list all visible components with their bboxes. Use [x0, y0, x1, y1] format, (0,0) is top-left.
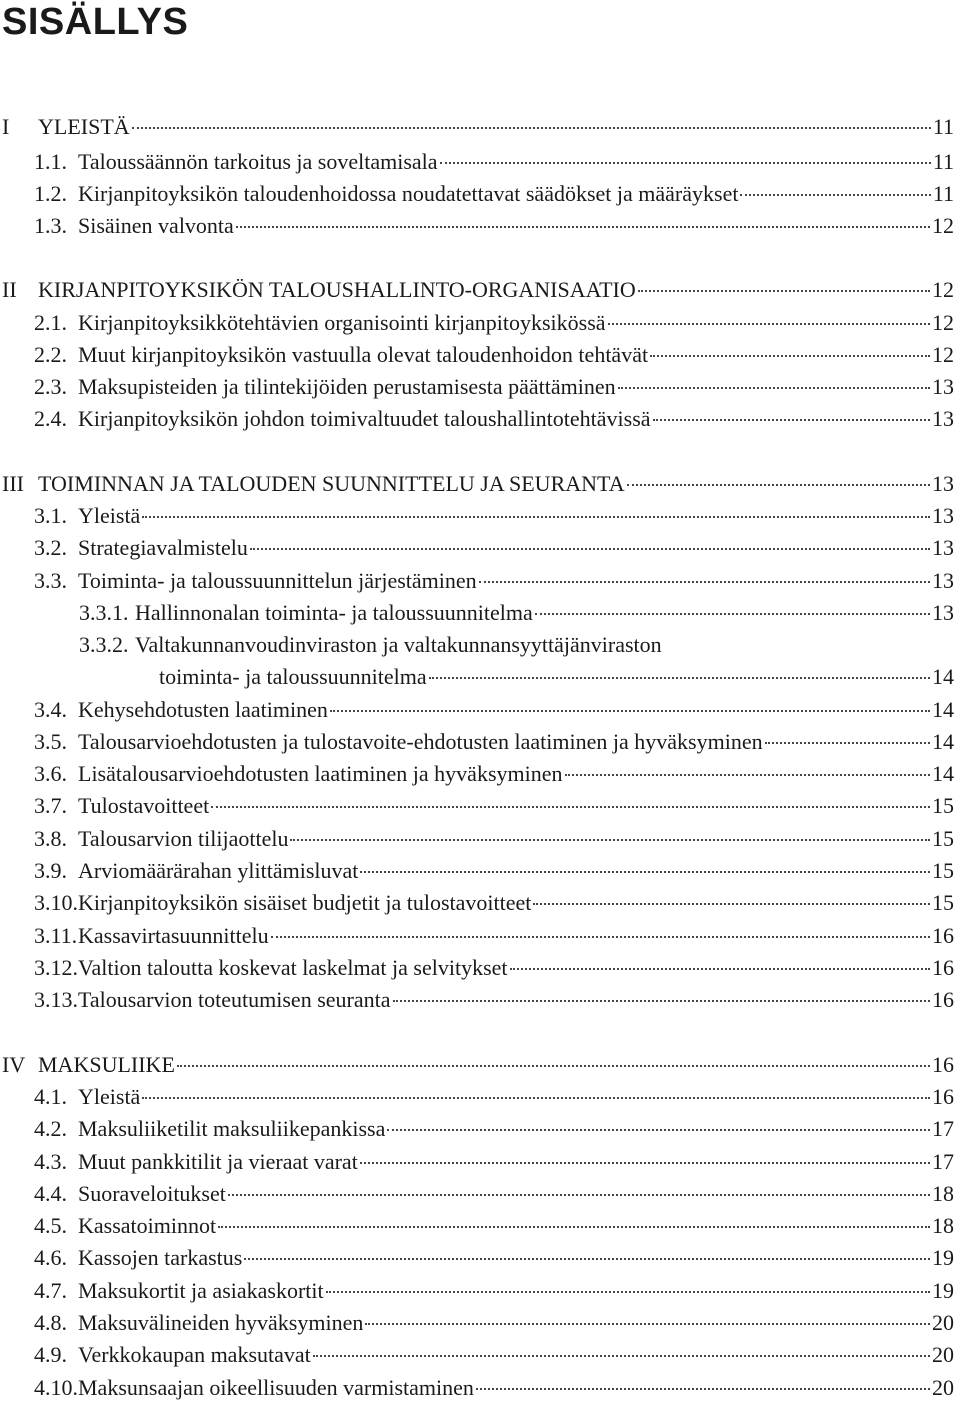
toc-page-number: 20: [932, 1342, 954, 1367]
dot-leader: [313, 1355, 930, 1357]
toc-entry[interactable]: [0, 922, 960, 950]
dot-leader: [365, 1323, 930, 1325]
toc-entry-title: Maksuliiketilit maksuliikepankissa: [78, 1116, 386, 1141]
toc-entry-number: 3.13.: [34, 987, 78, 1012]
toc-page-number: 14: [932, 729, 954, 754]
toc-entry-title: Talousarvion toteutumisen seuranta: [78, 987, 391, 1012]
toc-entry[interactable]: [0, 1309, 960, 1337]
dot-leader: [360, 871, 930, 873]
toc-page-number: 18: [932, 1213, 954, 1238]
dot-leader: [271, 936, 930, 938]
toc-entry-number: 4.10.: [34, 1375, 78, 1400]
toc-page-number: 13: [932, 600, 954, 625]
toc-page-number: 17: [932, 1116, 954, 1141]
toc-entry-title: Yleistä: [78, 503, 141, 528]
toc-entry-number: 4.9.: [34, 1342, 67, 1367]
dot-leader: [535, 613, 930, 615]
toc-entry[interactable]: [0, 954, 960, 982]
toc-entry-number: 4.6.: [34, 1245, 67, 1270]
toc-entry-title: Muut kirjanpitoyksikön vastuulla olevat taloudenhoidon tehtävät: [78, 342, 649, 367]
toc-entry-label: [34, 1341, 311, 1369]
toc-page-number: 14: [932, 761, 954, 786]
toc-entry-label: [34, 1374, 474, 1402]
dot-leader: [330, 710, 930, 712]
toc-entry-label: [34, 760, 563, 788]
toc-entry-number: 3.4.: [34, 697, 67, 722]
toc-entry-label: [34, 922, 269, 950]
toc-entry-title: Kehysehdotusten laatiminen: [78, 697, 328, 722]
dot-leader: [533, 903, 930, 905]
dot-leader: [142, 516, 930, 518]
toc-page-number: 16: [932, 1084, 954, 1109]
dot-leader: [236, 226, 930, 228]
toc-entry-title: Kassatoiminnot: [78, 1213, 217, 1238]
toc-entry-title: Valtion taloutta koskevat laskelmat ja selvitykset: [78, 955, 508, 980]
toc-entry-title: Toiminta- ja taloussuunnittelun järjestäminen: [78, 568, 477, 593]
toc-entry-title: Lisätalousarvioehdotusten laatiminen ja hyväksyminen: [78, 761, 563, 786]
dot-leader: [290, 839, 930, 841]
dot-leader: [653, 419, 930, 421]
toc-entry-number: 4.3.: [34, 1149, 67, 1174]
toc-entry-number: 4.5.: [34, 1213, 67, 1238]
toc-entry-label: [34, 1148, 358, 1176]
toc-page-number: 14: [932, 664, 954, 689]
toc-entry-title: Arviomäärärahan ylittämisluvat: [78, 858, 359, 883]
toc-page-number: 13: [932, 406, 954, 431]
dot-leader: [387, 1129, 930, 1131]
toc-entry-label: [34, 954, 508, 982]
toc-entry-title: Maksuvälineiden hyväksyminen: [78, 1310, 364, 1335]
toc-page-number: 18: [932, 1181, 954, 1206]
toc-page-number: 11: [932, 114, 954, 139]
dot-leader: [393, 1000, 931, 1002]
toc-entry-number: 2.1.: [34, 310, 67, 335]
toc-entry[interactable]: [0, 1083, 960, 1111]
toc-entry-label: [34, 180, 738, 208]
toc-entry[interactable]: [0, 405, 960, 433]
toc-entry-label: [34, 1277, 324, 1305]
toc-entry[interactable]: [0, 309, 960, 337]
toc-page-number: 12: [932, 310, 954, 335]
toc-entry-number: 3.11.: [34, 923, 78, 948]
dot-leader: [250, 548, 930, 550]
toc-entry-number: 1.1.: [34, 149, 67, 174]
toc-entry[interactable]: [0, 534, 960, 562]
dot-leader: [429, 677, 930, 679]
toc-entry-number: 3.12.: [34, 955, 78, 980]
toc-page-number: 14: [932, 697, 954, 722]
toc-entry-title: Talousarvioehdotusten ja tulostavoite-ehdotusten laatiminen ja hyväksyminen: [78, 729, 763, 754]
dot-leader: [765, 742, 930, 744]
dot-leader: [740, 194, 930, 196]
toc-page-number: 13: [932, 471, 954, 496]
toc-page-number: 16: [932, 923, 954, 948]
toc-entry[interactable]: [0, 1277, 960, 1305]
toc-entry[interactable]: [0, 148, 960, 176]
toc-entry[interactable]: [0, 1244, 960, 1272]
toc-page-number: 11: [932, 149, 954, 174]
toc-entry-label: [34, 728, 763, 756]
toc-entry[interactable]: [0, 792, 960, 820]
toc-entry-number: 2.2.: [34, 342, 67, 367]
toc-entry-label: [34, 857, 358, 885]
toc-page-number: 19: [932, 1245, 954, 1270]
toc-entry-number: 4.7.: [34, 1278, 67, 1303]
toc-entry-label: [34, 567, 477, 595]
dot-leader: [326, 1291, 930, 1293]
toc-entry-number: IV: [2, 1052, 26, 1077]
toc-entry-title: Verkkokaupan maksutavat: [78, 1342, 311, 1367]
toc-entry-title: Muut pankkitilit ja vieraat varat: [78, 1149, 358, 1174]
dot-leader: [132, 127, 931, 129]
toc-entry-title: Maksupisteiden ja tilintekijöiden perustamisesta päättäminen: [78, 374, 616, 399]
dot-leader: [177, 1065, 930, 1067]
toc-entry-title: Kassavirtasuunnittelu: [78, 923, 269, 948]
toc-entry-title: YLEISTÄ: [38, 114, 130, 139]
toc-entry-label: [34, 825, 288, 853]
toc-entry-label: [2, 113, 130, 141]
toc-entry-number: 3.1.: [34, 503, 67, 528]
toc-chapter[interactable]: [0, 276, 960, 304]
dot-leader: [510, 968, 930, 970]
toc-entry-number: 2.3.: [34, 374, 67, 399]
toc-page-number: 13: [932, 568, 954, 593]
toc-entry-title: MAKSULIIKE: [38, 1052, 175, 1077]
toc-entry-label: [34, 1244, 242, 1272]
toc-entry[interactable]: [0, 599, 960, 627]
toc-entry-title: Maksukortit ja asiakaskortit: [78, 1278, 324, 1303]
toc-page-number: 15: [932, 826, 954, 851]
toc-entry-number: 3.10.: [34, 890, 78, 915]
toc-entry-number: 3.3.2.: [79, 632, 129, 657]
toc-entry-title: Sisäinen valvonta: [78, 213, 234, 238]
toc-entry[interactable]: [0, 1374, 960, 1402]
toc-entry-label: [34, 309, 606, 337]
dot-leader: [440, 162, 931, 164]
toc-entry-number: 3.2.: [34, 535, 67, 560]
toc-entry[interactable]: [0, 825, 960, 853]
toc-entry[interactable]: [0, 696, 960, 724]
toc-entry-title: Yleistä: [78, 1084, 141, 1109]
toc-entry[interactable]: [0, 728, 960, 756]
toc-page-number: 13: [932, 503, 954, 528]
toc-entry-label: [34, 696, 328, 724]
toc-page-number: 20: [932, 1375, 954, 1400]
toc-page-number: 16: [932, 955, 954, 980]
toc-entry[interactable]: [0, 567, 960, 595]
toc-entry-number: 3.5.: [34, 729, 67, 754]
toc-entry-number: 4.1.: [34, 1084, 67, 1109]
toc-entry-label: [34, 148, 438, 176]
toc-entry-label: [34, 373, 616, 401]
toc-entry-title: Suoraveloitukset: [78, 1181, 226, 1206]
toc-entry[interactable]: [0, 373, 960, 401]
toc-entry-label: [34, 534, 248, 562]
toc-entry[interactable]: [0, 663, 960, 691]
toc-entry-number: 3.3.: [34, 568, 67, 593]
toc-page-number: 13: [932, 374, 954, 399]
toc-entry-label: [34, 792, 209, 820]
toc-entry-title: KIRJANPITOYKSIKÖN TALOUSHALLINTO-ORGANISAATIO: [38, 277, 636, 302]
dot-leader: [638, 290, 930, 292]
dot-leader: [479, 581, 930, 583]
toc-entry-title: Kirjanpitoyksikkötehtävien organisointi kirjanpitoyksikössä: [78, 310, 606, 335]
toc-entry-title: Kirjanpitoyksikön sisäiset budjetit ja tulostavoitteet: [78, 890, 532, 915]
dot-leader: [650, 355, 930, 357]
toc-page-number: 19: [932, 1278, 954, 1303]
toc-page-number: 16: [932, 987, 954, 1012]
toc-entry[interactable]: [0, 631, 960, 659]
toc-entry-title: Tulostavoitteet: [78, 793, 210, 818]
toc-entry-number: 3.8.: [34, 826, 67, 851]
toc-entry-label: [34, 212, 234, 240]
toc-entry-number: 3.7.: [34, 793, 67, 818]
page-title: SISÄLLYS: [2, 1, 189, 43]
toc-entry[interactable]: [0, 1212, 960, 1240]
toc-entry-title: Valtakunnanvoudinviraston ja valtakunnansyyttäjänviraston: [135, 632, 662, 657]
toc-page-number: 15: [932, 890, 954, 915]
toc-entry-number: III: [2, 471, 24, 496]
dot-leader: [627, 484, 930, 486]
toc-page-number: 11: [932, 181, 954, 206]
toc-chapter[interactable]: [0, 1051, 960, 1079]
dot-leader: [476, 1388, 930, 1390]
dot-leader: [618, 387, 930, 389]
toc-entry-label: [2, 470, 625, 498]
toc-entry[interactable]: [0, 180, 960, 208]
toc-entry-number: 1.2.: [34, 181, 67, 206]
toc-page-number: 15: [932, 858, 954, 883]
toc-entry-title: Taloussäännön tarkoitus ja soveltamisala: [78, 149, 438, 174]
toc-entry-label: [34, 502, 140, 530]
toc-entry[interactable]: [0, 1341, 960, 1369]
dot-leader: [218, 1226, 930, 1228]
toc-entry[interactable]: [0, 760, 960, 788]
toc-entry-title: Talousarvion tilijaottelu: [78, 826, 289, 851]
toc-entry[interactable]: [0, 341, 960, 369]
toc-page-number: 17: [932, 1149, 954, 1174]
toc-entry-number: 2.4.: [34, 406, 67, 431]
toc-entry-label: [2, 276, 636, 304]
toc-entry-number: 3.6.: [34, 761, 67, 786]
dot-leader: [211, 806, 930, 808]
toc-page-number: 13: [932, 535, 954, 560]
toc-entry[interactable]: [0, 857, 960, 885]
toc-entry-number: 1.3.: [34, 213, 67, 238]
toc-entry[interactable]: [0, 212, 960, 240]
toc-page-number: 16: [932, 1052, 954, 1077]
toc-entry[interactable]: [0, 1148, 960, 1176]
toc-entry-label: [34, 1083, 140, 1111]
toc-entry[interactable]: [0, 1180, 960, 1208]
dot-leader: [228, 1194, 930, 1196]
toc-entry-title: TOIMINNAN JA TALOUDEN SUUNNITTELU JA SEURANTA: [38, 471, 625, 496]
toc-chapter[interactable]: [0, 113, 960, 141]
dot-leader: [244, 1258, 930, 1260]
toc-entry-label: [34, 341, 648, 369]
toc-entry[interactable]: [0, 1115, 960, 1143]
toc-entry-label: [34, 986, 391, 1014]
toc-entry[interactable]: [0, 889, 960, 917]
toc-page-number: 20: [932, 1310, 954, 1335]
toc-entry[interactable]: [0, 502, 960, 530]
toc-entry-label: [34, 1115, 385, 1143]
toc-entry-label: [34, 1180, 226, 1208]
toc-entry-label: [79, 599, 533, 627]
dot-leader: [565, 774, 931, 776]
toc-entry-number: 4.2.: [34, 1116, 67, 1141]
toc-chapter[interactable]: [0, 470, 960, 498]
toc-entry-number: 3.3.1.: [79, 600, 129, 625]
toc-page-number: 12: [932, 213, 954, 238]
toc-entry-title: Kirjanpitoyksikön taloudenhoidossa noudatettavat säädökset ja määräykset: [78, 181, 739, 206]
toc-page-number: 12: [932, 277, 954, 302]
dot-leader: [608, 323, 930, 325]
toc-entry[interactable]: [0, 986, 960, 1014]
toc-entry-label: [2, 1051, 175, 1079]
toc-entry-number: 3.9.: [34, 858, 67, 883]
toc-entry-label: [34, 1212, 216, 1240]
toc-entry-title: toiminta- ja taloussuunnitelma: [159, 664, 427, 689]
toc-entry-number: II: [2, 277, 17, 302]
toc-entry-title: Strategiavalmistelu: [78, 535, 248, 560]
toc-entry-title: Kirjanpitoyksikön johdon toimivaltuudet taloushallintotehtävissä: [78, 406, 651, 431]
dot-leader: [360, 1162, 930, 1164]
toc-entry-number: I: [2, 114, 10, 139]
toc-entry-number: 4.4.: [34, 1181, 67, 1206]
toc-entry-label: [34, 889, 531, 917]
toc-page-number: 12: [932, 342, 954, 367]
toc-entry-title: Kassojen tarkastus: [78, 1245, 243, 1270]
toc-page-number: 15: [932, 793, 954, 818]
toc-entry-label: [79, 631, 662, 659]
toc-entry-label: [34, 405, 651, 433]
toc-entry-title: Hallinnonalan toiminta- ja taloussuunnitelma: [135, 600, 533, 625]
toc-entry-label: [159, 663, 427, 691]
toc-entry-label: [34, 1309, 363, 1337]
dot-leader: [142, 1097, 930, 1099]
toc-entry-number: 4.8.: [34, 1310, 67, 1335]
toc-entry-title: Maksunsaajan oikeellisuuden varmistaminen: [78, 1375, 474, 1400]
